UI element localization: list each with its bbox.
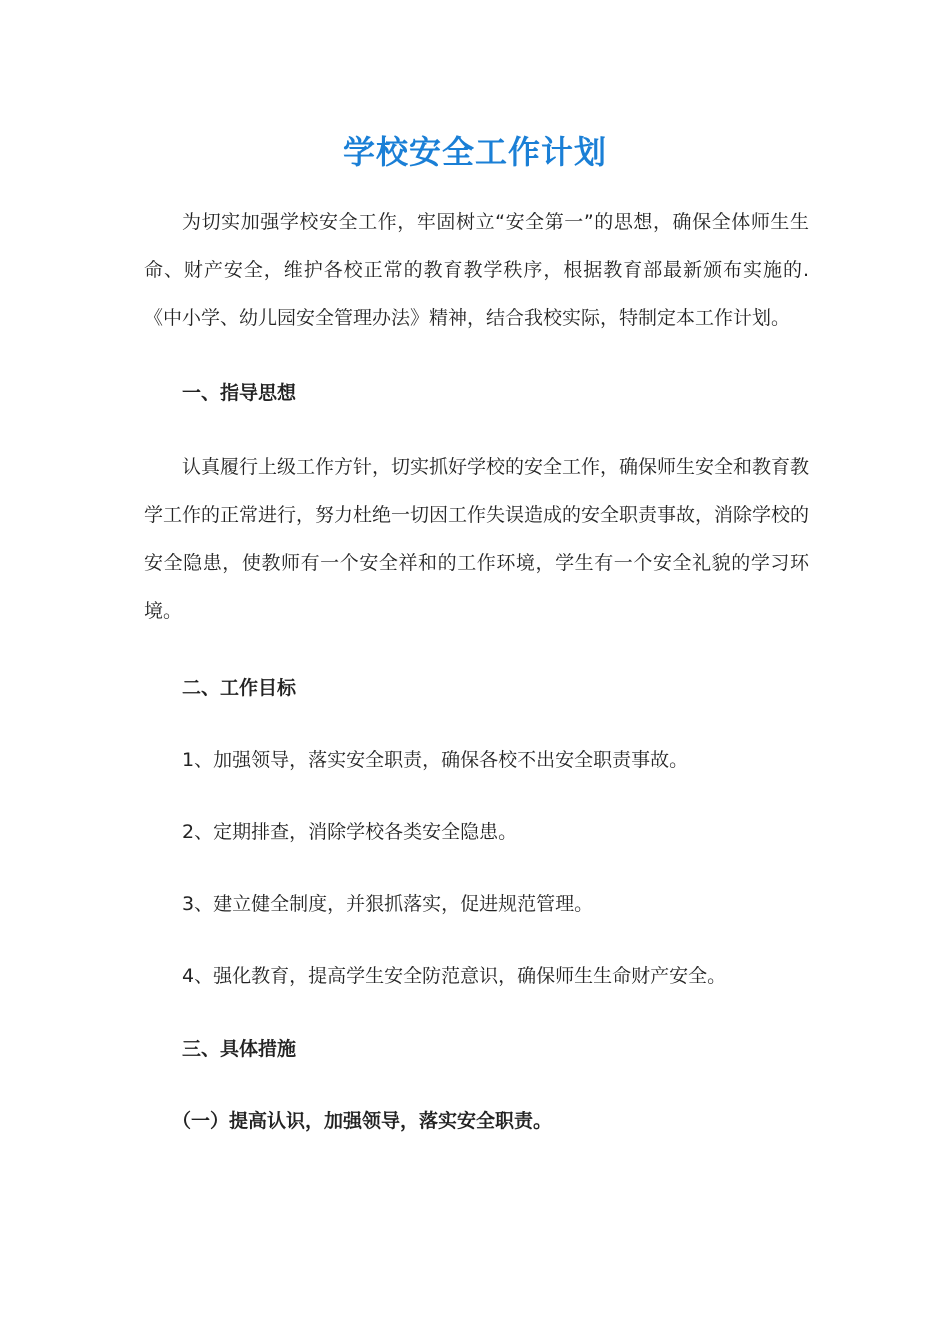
intro-paragraph: 为切实加强学校安全工作，牢固树立“安全第一”的思想，确保全体师生生命、财产安全，维护各校正常的教育教学秩序，根据教育部最新颁布实施的.《中小学、幼儿园安全管理办法》精神，结合我校实际，特制定本工作计划。 (144, 211, 809, 329)
section2-heading: 二、工作目标 (182, 677, 297, 699)
section3-heading: 三、具体措施 (182, 1038, 297, 1060)
goal-item-2: 2、定期排查，消除学校各类安全隐患。 (182, 821, 518, 843)
goal-item-3: 3、建立健全制度，并狠抓落实，促进规范管理。 (182, 893, 594, 915)
section1-body: 认真履行上级工作方针，切实抓好学校的安全工作，确保师生安全和教育教学工作的正常进行，努力杜绝一切因工作失误造成的安全职责事故，消除学校的安全隐患，使教师有一个安全祥和的工作环境，学生有一个安全礼貌的学习环境。 (144, 456, 810, 622)
goal-item-4: 4、强化教育，提高学生安全防范意识，确保师生生命财产安全。 (182, 965, 727, 987)
goal-item-1: 1、加强领导，落实安全职责，确保各校不出安全职责事故。 (182, 749, 689, 771)
document-title: 学校安全工作计划 (342, 133, 607, 171)
section1-heading: 一、指导思想 (182, 382, 297, 404)
section3-sub-heading-1: （一）提高认识，加强领导，落实安全职责。 (172, 1110, 553, 1132)
